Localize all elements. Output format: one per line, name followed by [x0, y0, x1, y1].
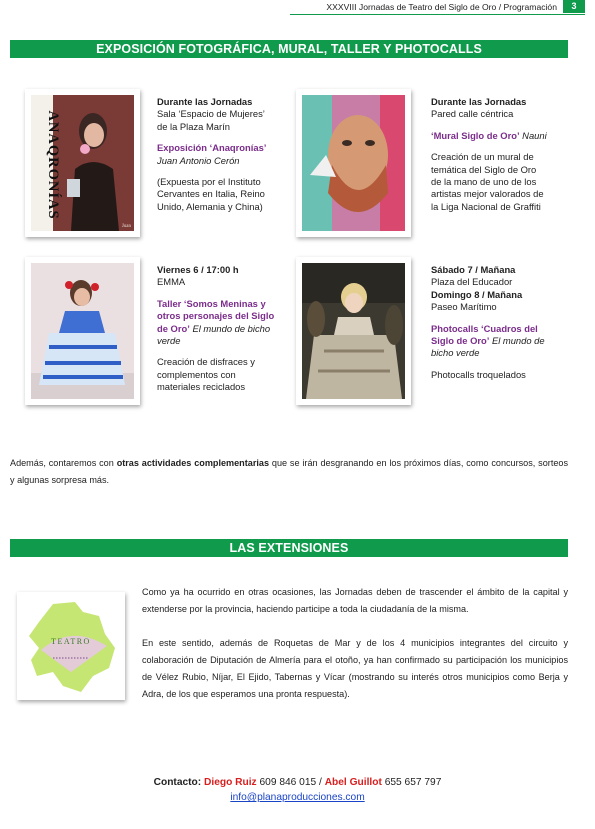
event-mural	[431, 96, 566, 213]
event-description: (Expuesta por el Instituto	[157, 176, 261, 188]
event-title: de Oro’	[157, 322, 190, 334]
event-place: EMMA	[157, 276, 186, 288]
event-place: Pared calle céntrica	[431, 108, 514, 120]
event-taller	[157, 264, 292, 394]
province-map-logo	[17, 592, 125, 700]
event-when: Durante las Jornadas	[431, 96, 527, 107]
event-description: Creación de un mural de	[431, 151, 534, 163]
photo-taller-meninas	[25, 257, 140, 405]
event-when: Domingo 8 / Mañana	[431, 288, 523, 300]
extensions-paragraph-1: Como ya ha ocurrido en otras ocasiones, las Jornadas deben de trascender el ámbito de la capital y extenderse por la provincia, haciendo participe a toda la ciudadanía de la misma.	[142, 587, 568, 614]
photo-photocalls-meninas	[296, 257, 411, 405]
event-author: Juan Antonio Cerón	[157, 154, 240, 166]
event-description: materiales reciclados	[157, 381, 246, 393]
event-title: Taller ‘Somos Meninas y	[157, 297, 266, 309]
event-description: artistas mejor valorados de	[431, 188, 544, 200]
event-description: Photocalls troquelados	[431, 368, 526, 380]
event-place: Sala ‘Espacio de Mujeres’	[157, 108, 265, 120]
event-place: Paseo Marítimo	[431, 301, 497, 313]
contact-line	[0, 775, 595, 790]
event-place: Plaza del Educador	[431, 276, 513, 288]
event-description: la Liga Nacional de Graffiti	[431, 200, 541, 212]
event-title: ‘Mural Siglo de Oro’	[431, 129, 520, 141]
event-title: Photocalls ‘Cuadros del	[431, 322, 538, 334]
photo-mural	[296, 89, 411, 237]
event-description: Cervantes en Italia, Reino	[157, 188, 265, 200]
event-title: otros personajes del Siglo	[157, 310, 275, 322]
event-place: de la Plaza Marín	[157, 120, 230, 132]
section-title-extensiones: LAS EXTENSIONES	[10, 539, 568, 557]
event-title: Exposición ‘Anaqronías’	[157, 142, 267, 154]
contact-person-2: Abel Guillot	[324, 777, 382, 788]
photo-signature-line1: Juan	[121, 224, 131, 229]
event-author: Nauni	[522, 129, 547, 141]
event-when: Viernes 6 / 17:00 h	[157, 264, 239, 275]
contact-email-link[interactable]: info@planaproducciones.com	[230, 792, 365, 803]
photo-vertical-title: ANAQRONÍAS	[45, 110, 61, 220]
event-when: Sábado 7 / Mañana	[431, 264, 516, 275]
event-photocalls	[431, 264, 566, 381]
event-anaqronias	[157, 96, 289, 213]
event-description: temática del Siglo de Oro	[431, 163, 537, 175]
event-title: Siglo de Oro’	[431, 335, 490, 347]
extensions-paragraph-2: En este sentido, además de Roquetas de Mar y de los 4 municipios integrantes del circuito y colaboración de Diputación de Almería para el otoño, ya han confirmado su participación los municipios de Vélez Rubio, Níjar, El Ejido, Tabernas y Vícar (mostrando su interés otros municipios como Berja y Adra, de los que esperamos una pronta respuesta).	[142, 638, 568, 699]
event-author: El mundo de bicho	[192, 322, 271, 334]
event-author: bicho verde	[431, 347, 480, 359]
running-header: XXXVIII Jornadas de Teatro del Siglo de Oro / Programación	[326, 2, 557, 12]
event-when: Durante las Jornadas	[157, 96, 253, 107]
contact-phone-1: 609 846 015	[259, 777, 317, 788]
contact-separator: /	[319, 777, 322, 788]
event-description: Unido, Alemania y China)	[157, 200, 263, 212]
event-description: Creación de disfraces y	[157, 356, 255, 368]
event-description: de la mano de uno de los	[431, 176, 537, 188]
complementary-activities-paragraph: Además, contaremos con otras actividades complementarias que se irán desgranando en los próximos días, como concursos, sorteos y algunas sorpresa más.	[10, 458, 569, 485]
event-author: El mundo de	[491, 335, 545, 347]
contact-person-1: Diego Ruiz	[204, 777, 257, 788]
photo-anaqronias	[25, 89, 140, 237]
contact-email-row	[0, 790, 595, 805]
event-author: verde	[157, 335, 181, 347]
event-description: complementos con	[157, 368, 236, 380]
header-rule	[290, 14, 585, 15]
contact-phone-2: 655 657 797	[384, 777, 442, 788]
contact-label: Contacto:	[153, 777, 202, 788]
section-title-exposicion: EXPOSICIÓN FOTOGRÁFICA, MURAL, TALLER Y PHOTOCALLS	[10, 40, 568, 58]
page-number-badge: 3	[563, 0, 585, 13]
logo-text: TEATRO	[51, 637, 91, 646]
